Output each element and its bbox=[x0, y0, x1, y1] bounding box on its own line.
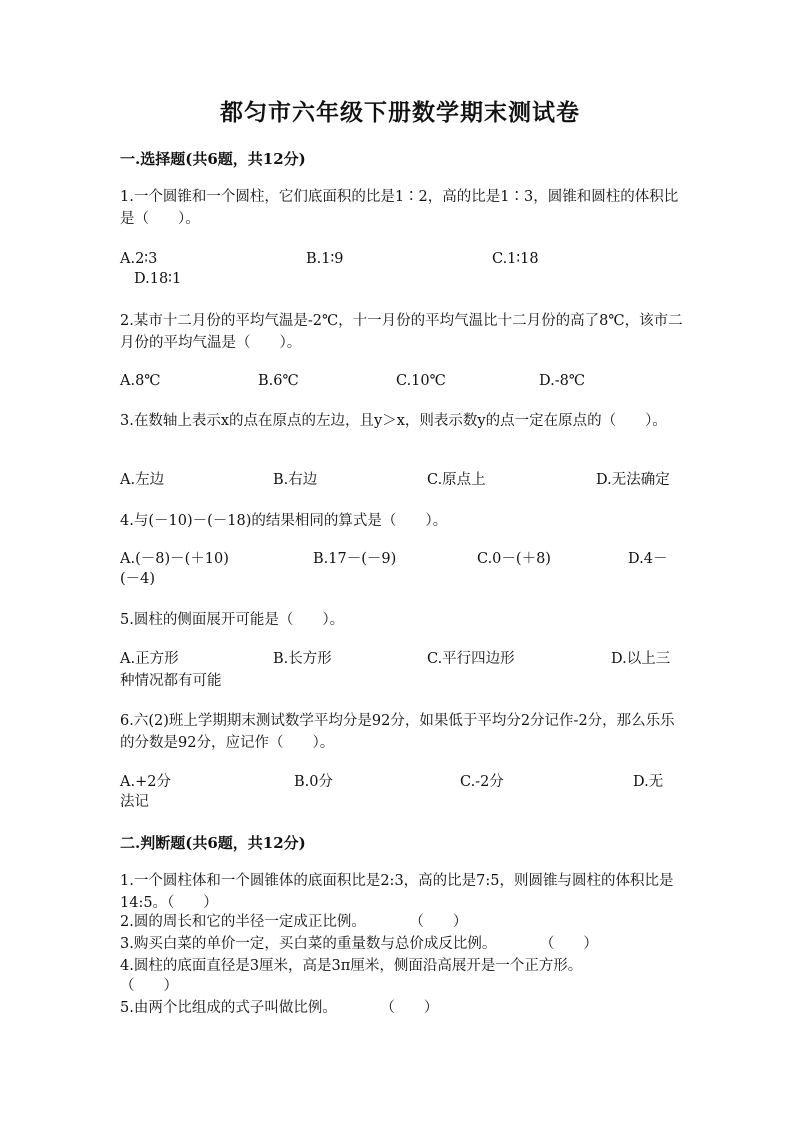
q3-option-a: A.左边 bbox=[120, 472, 165, 488]
judge-item-1: 1.一个圆柱体和一个圆锥体的底面积比是2:3，高的比是7:5，则圆锥与圆柱的体积比是14:5。（ ） bbox=[120, 873, 674, 911]
section-heading-judge: 二.判断题(共6题，共12分) bbox=[120, 834, 306, 852]
q6-option-b: B.0分 bbox=[294, 774, 333, 790]
question-6-stem: 6.六(2)班上学期期末测试数学平均分是92分，如果低于平均分2分记作-2分，那么乐乐的分数是92分，应记作（ ）。 bbox=[120, 713, 675, 751]
q3-option-d: D.无法确定 bbox=[596, 472, 670, 488]
question-1-stem: 1.一个圆锥和一个圆柱，它们底面积的比是1∶2，高的比是1∶3，圆锥和圆柱的体积比是（ ）。 bbox=[120, 189, 679, 227]
q6-option-c: C.-2分 bbox=[460, 774, 504, 790]
judge-item-5: 5.由两个比组成的式子叫做比例。 （ ） bbox=[120, 1000, 439, 1016]
judge-item-4-cont: （ ） bbox=[120, 978, 178, 994]
q6-option-d: D.无 bbox=[633, 774, 664, 790]
q2-option-b: B.6℃ bbox=[258, 373, 299, 389]
q3-option-c: C.原点上 bbox=[427, 472, 486, 488]
q2-option-d: D.-8℃ bbox=[539, 373, 586, 389]
question-2-stem: 2.某市十二月份的平均气温是-2℃，十一月份的平均气温比十二月份的高了8℃，该市二月份的平均气温是（ ）。 bbox=[120, 313, 683, 351]
page-title: 都匀市六年级下册数学期末测试卷 bbox=[220, 99, 580, 126]
q1-option-a: A.2∶3 bbox=[120, 251, 158, 267]
q5-option-a: A.正方形 bbox=[120, 651, 179, 667]
q2-option-a: A.8℃ bbox=[120, 373, 161, 389]
q1-option-b: B.1∶9 bbox=[306, 251, 344, 267]
judge-item-2: 2.圆的周长和它的半径一定成正比例。 （ ） bbox=[120, 914, 468, 930]
q2-option-c: C.10℃ bbox=[396, 373, 446, 389]
q3-option-b: B.右边 bbox=[273, 472, 318, 488]
q4-option-d-cont: (－4) bbox=[120, 571, 156, 587]
q1-option-c: C.1∶18 bbox=[492, 251, 539, 267]
q4-option-d: D.4－ bbox=[628, 551, 668, 567]
q5-option-d-cont: 种情况都有可能 bbox=[120, 673, 222, 689]
q6-option-a: A.+2分 bbox=[120, 774, 171, 790]
judge-item-4: 4.圆柱的底面直径是3厘米，高是3π厘米，侧面沿高展开是一个正方形。 bbox=[120, 958, 583, 974]
section-heading-choice: 一.选择题(共6题，共12分) bbox=[120, 150, 306, 168]
q4-option-a: A.(－8)－(＋10) bbox=[120, 551, 229, 567]
q5-option-b: B.长方形 bbox=[273, 651, 332, 667]
q1-option-d: D.18∶1 bbox=[134, 271, 182, 287]
q4-option-b: B.17－(－9) bbox=[313, 551, 397, 567]
judge-item-3: 3.购买白菜的单价一定，买白菜的重量数与总价成反比例。 （ ） bbox=[120, 936, 598, 952]
question-4-stem: 4.与(－10)－(－18)的结果相同的算式是（ ）。 bbox=[120, 513, 448, 529]
q4-option-c: C.0－(＋8) bbox=[477, 551, 551, 567]
q5-option-d: D.以上三 bbox=[611, 651, 671, 667]
question-5-stem: 5.圆柱的侧面展开可能是（ ）。 bbox=[120, 612, 345, 628]
question-3-stem: 3.在数轴上表示x的点在原点的左边，且y＞x，则表示数y的点一定在原点的（ ）。 bbox=[120, 413, 667, 429]
q5-option-c: C.平行四边形 bbox=[427, 651, 515, 667]
q6-option-d-cont: 法记 bbox=[120, 794, 149, 810]
